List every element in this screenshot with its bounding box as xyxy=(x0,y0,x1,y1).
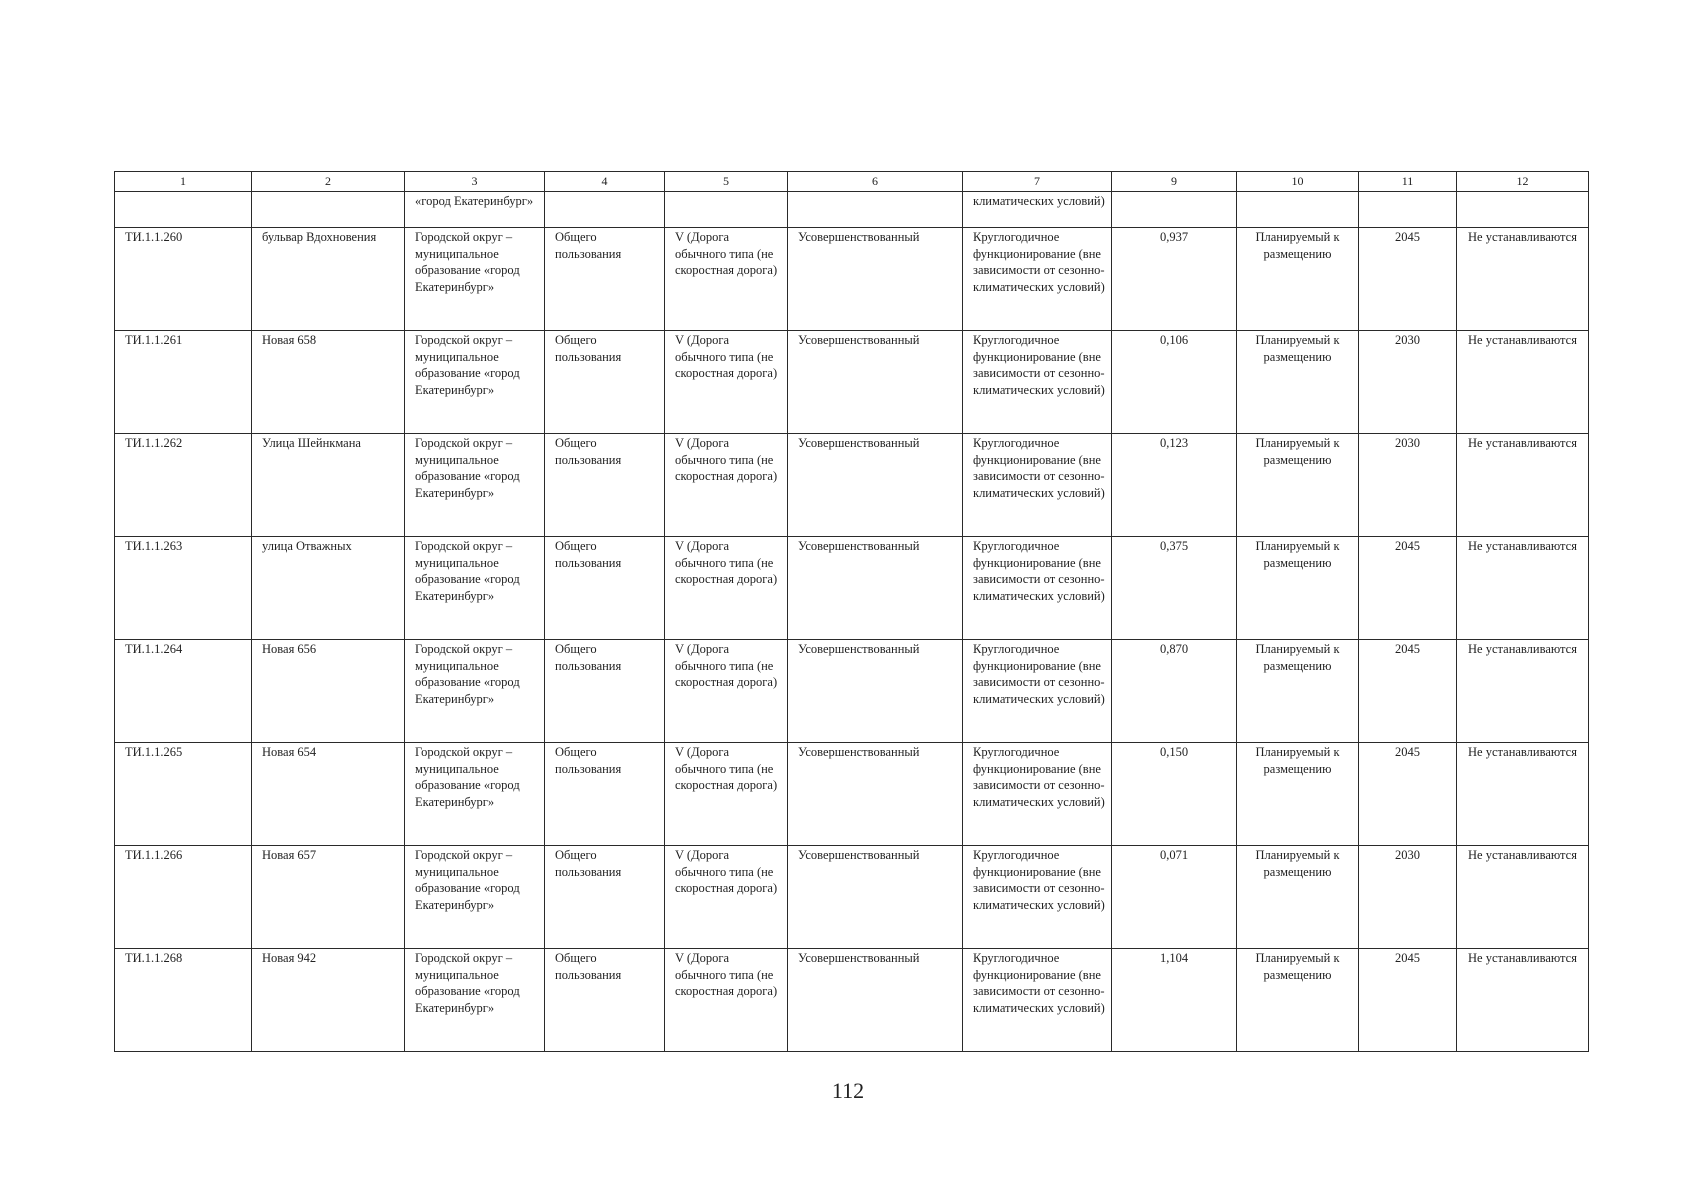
cell-category: V (Дорога обычного типа (не скоростная дорога) xyxy=(665,743,788,846)
cell-length: 0,123 xyxy=(1112,434,1237,537)
cell-year: 2045 xyxy=(1359,743,1457,846)
cell-owner: Городской округ – муниципальное образование «город Екатеринбург» xyxy=(405,331,545,434)
cell-code: ТИ.1.1.262 xyxy=(115,434,252,537)
header-col-11: 11 xyxy=(1359,172,1457,192)
cell-operation: Круглогодичное функционирование (вне зависимости от сезонно-климатических условий) xyxy=(963,846,1112,949)
table-row xyxy=(115,331,1589,434)
header-col-3: 3 xyxy=(405,172,545,192)
cell-category xyxy=(665,192,788,228)
cell-name: Улица Шейнкмана xyxy=(252,434,405,537)
cell-owner: Городской округ – муниципальное образование «город Екатеринбург» xyxy=(405,846,545,949)
table-row xyxy=(115,949,1589,1052)
table-header xyxy=(115,172,1589,192)
page-number: 112 xyxy=(831,1078,865,1103)
cell-usage: Общего пользования xyxy=(545,537,665,640)
cell-owner: Городской округ – муниципальное образование «город Екатеринбург» xyxy=(405,640,545,743)
header-col-1: 1 xyxy=(115,172,252,192)
cell-year: 2030 xyxy=(1359,846,1457,949)
cell-length: 0,150 xyxy=(1112,743,1237,846)
cell-status: Планируемый к размещению xyxy=(1237,949,1359,1052)
cell-status: Планируемый к размещению xyxy=(1237,228,1359,331)
cell-name: Новая 654 xyxy=(252,743,405,846)
table-row xyxy=(115,537,1589,640)
cell-category: V (Дорога обычного типа (не скоростная дорога) xyxy=(665,949,788,1052)
cell-year: 2030 xyxy=(1359,434,1457,537)
cell-surface: Усовершенствованный xyxy=(788,228,963,331)
cell-usage: Общего пользования xyxy=(545,846,665,949)
header-col-5: 5 xyxy=(665,172,788,192)
cell-surface: Усовершенствованный xyxy=(788,846,963,949)
cell-category: V (Дорога обычного типа (не скоростная дорога) xyxy=(665,331,788,434)
cell-code: ТИ.1.1.264 xyxy=(115,640,252,743)
cell-zones: Не устанавливаются xyxy=(1457,537,1589,640)
cell-usage: Общего пользования xyxy=(545,331,665,434)
cell-zones: Не устанавливаются xyxy=(1457,228,1589,331)
cell-year: 2030 xyxy=(1359,331,1457,434)
cell-status: Планируемый к размещению xyxy=(1237,537,1359,640)
cell-operation: Круглогодичное функционирование (вне зависимости от сезонно-климатических условий) xyxy=(963,640,1112,743)
table-row xyxy=(115,640,1589,743)
cell-category: V (Дорога обычного типа (не скоростная дорога) xyxy=(665,537,788,640)
cell-operation: климатических условий) xyxy=(963,192,1112,228)
cell-name: Новая 942 xyxy=(252,949,405,1052)
cell-code: ТИ.1.1.265 xyxy=(115,743,252,846)
cell-name xyxy=(252,192,405,228)
continuation-row xyxy=(115,192,1589,228)
cell-status: Планируемый к размещению xyxy=(1237,331,1359,434)
cell-code: ТИ.1.1.263 xyxy=(115,537,252,640)
cell-code: ТИ.1.1.260 xyxy=(115,228,252,331)
cell-zones: Не устанавливаются xyxy=(1457,331,1589,434)
cell-length: 1,104 xyxy=(1112,949,1237,1052)
header-col-10: 10 xyxy=(1237,172,1359,192)
cell-code: ТИ.1.1.268 xyxy=(115,949,252,1052)
cell-name: улица Отважных xyxy=(252,537,405,640)
cell-length xyxy=(1112,192,1237,228)
cell-code xyxy=(115,192,252,228)
cell-operation: Круглогодичное функционирование (вне зависимости от сезонно-климатических условий) xyxy=(963,434,1112,537)
cell-length: 0,937 xyxy=(1112,228,1237,331)
cell-usage: Общего пользования xyxy=(545,743,665,846)
road-registry-table xyxy=(114,171,1589,1052)
cell-zones: Не устанавливаются xyxy=(1457,640,1589,743)
cell-category: V (Дорога обычного типа (не скоростная дорога) xyxy=(665,228,788,331)
cell-category: V (Дорога обычного типа (не скоростная дорога) xyxy=(665,434,788,537)
cell-length: 0,106 xyxy=(1112,331,1237,434)
cell-name: Новая 656 xyxy=(252,640,405,743)
cell-usage: Общего пользования xyxy=(545,434,665,537)
header-row xyxy=(115,172,1589,192)
cell-surface: Усовершенствованный xyxy=(788,537,963,640)
cell-zones: Не устанавливаются xyxy=(1457,743,1589,846)
table-body xyxy=(115,192,1589,1052)
cell-length: 0,870 xyxy=(1112,640,1237,743)
cell-surface: Усовершенствованный xyxy=(788,640,963,743)
cell-code: ТИ.1.1.266 xyxy=(115,846,252,949)
cell-zones xyxy=(1457,192,1589,228)
cell-usage: Общего пользования xyxy=(545,640,665,743)
cell-operation: Круглогодичное функционирование (вне зависимости от сезонно-климатических условий) xyxy=(963,949,1112,1052)
table-row xyxy=(115,743,1589,846)
cell-status: Планируемый к размещению xyxy=(1237,743,1359,846)
cell-surface: Усовершенствованный xyxy=(788,434,963,537)
cell-surface: Усовершенствованный xyxy=(788,949,963,1052)
cell-length: 0,375 xyxy=(1112,537,1237,640)
cell-name: бульвар Вдохновения xyxy=(252,228,405,331)
cell-usage: Общего пользования xyxy=(545,228,665,331)
cell-zones: Не устанавливаются xyxy=(1457,434,1589,537)
cell-owner: Городской округ – муниципальное образование «город Екатеринбург» xyxy=(405,537,545,640)
cell-surface: Усовершенствованный xyxy=(788,743,963,846)
cell-operation: Круглогодичное функционирование (вне зависимости от сезонно-климатических условий) xyxy=(963,743,1112,846)
cell-owner: Городской округ – муниципальное образование «город Екатеринбург» xyxy=(405,949,545,1052)
header-col-12: 12 xyxy=(1457,172,1589,192)
cell-code: ТИ.1.1.261 xyxy=(115,331,252,434)
cell-usage: Общего пользования xyxy=(545,949,665,1052)
cell-owner: Городской округ – муниципальное образование «город Екатеринбург» xyxy=(405,434,545,537)
header-col-7: 7 xyxy=(963,172,1112,192)
cell-name: Новая 657 xyxy=(252,846,405,949)
cell-usage xyxy=(545,192,665,228)
header-col-6: 6 xyxy=(788,172,963,192)
cell-category: V (Дорога обычного типа (не скоростная дорога) xyxy=(665,846,788,949)
cell-zones: Не устанавливаются xyxy=(1457,846,1589,949)
cell-year: 2045 xyxy=(1359,640,1457,743)
header-col-2: 2 xyxy=(252,172,405,192)
header-col-9: 9 xyxy=(1112,172,1237,192)
cell-zones: Не устанавливаются xyxy=(1457,949,1589,1052)
cell-category: V (Дорога обычного типа (не скоростная дорога) xyxy=(665,640,788,743)
cell-year: 2045 xyxy=(1359,949,1457,1052)
table-row xyxy=(115,228,1589,331)
cell-year: 2045 xyxy=(1359,228,1457,331)
cell-operation: Круглогодичное функционирование (вне зависимости от сезонно-климатических условий) xyxy=(963,537,1112,640)
cell-length: 0,071 xyxy=(1112,846,1237,949)
cell-name: Новая 658 xyxy=(252,331,405,434)
table-row xyxy=(115,434,1589,537)
header-col-4: 4 xyxy=(545,172,665,192)
cell-owner: Городской округ – муниципальное образование «город Екатеринбург» xyxy=(405,228,545,331)
cell-status: Планируемый к размещению xyxy=(1237,434,1359,537)
cell-year: 2045 xyxy=(1359,537,1457,640)
cell-surface xyxy=(788,192,963,228)
cell-surface: Усовершенствованный xyxy=(788,331,963,434)
cell-year xyxy=(1359,192,1457,228)
cell-owner: Городской округ – муниципальное образование «город Екатеринбург» xyxy=(405,743,545,846)
table-row xyxy=(115,846,1589,949)
cell-owner: «город Екатеринбург» xyxy=(405,192,545,228)
cell-status: Планируемый к размещению xyxy=(1237,846,1359,949)
cell-operation: Круглогодичное функционирование (вне зависимости от сезонно-климатических условий) xyxy=(963,228,1112,331)
cell-status xyxy=(1237,192,1359,228)
cell-operation: Круглогодичное функционирование (вне зависимости от сезонно-климатических условий) xyxy=(963,331,1112,434)
cell-status: Планируемый к размещению xyxy=(1237,640,1359,743)
